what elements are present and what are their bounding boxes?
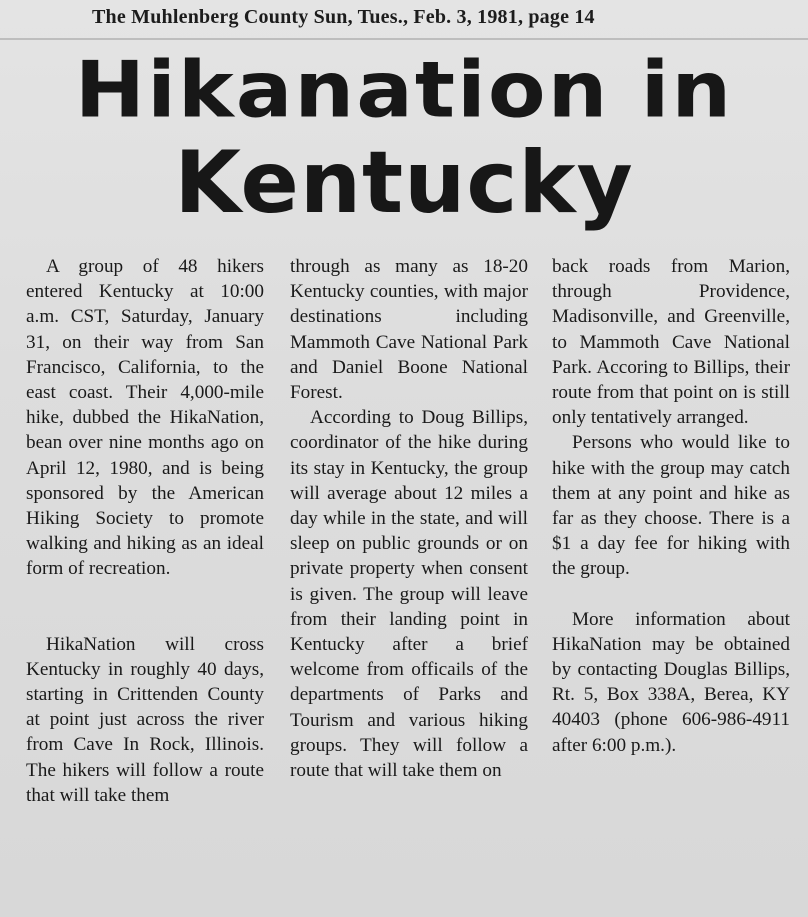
paragraph-gap [26, 582, 264, 632]
paragraph-gap [552, 582, 790, 607]
headline-line-2: Kentucky [174, 133, 634, 233]
paragraph-coordinator: According to Doug Billips, coordinator of the hike during its stay in Kentucky, the group will average about 12 miles a day while in the state, and will sleep on public grounds or on private property when consent is given. The group will leave from their landing point in Kentucky after a brief welcome from officails of the departments of Parks and Tourism and various hiking groups. They will follow a route that will take them on [290, 407, 528, 782]
paragraph-counties: through as many as 18-20 Kentucky counties, with major destinations including Mammoth Cave National Park and Daniel Boone National Forest. [290, 256, 528, 404]
paragraph-back-roads: back roads from Marion, through Providence, Madisonville, and Greenville, to Mammoth Cave National Park. Accoring to Billips, their route from that point on is still only tentatively arranged. [552, 256, 790, 429]
article-column-1 [26, 254, 264, 808]
dateline-rule [0, 38, 808, 40]
article-column-2 [290, 254, 528, 783]
headline-line-1: Hikanation in [74, 44, 734, 136]
paragraph-intro: A group of 48 hikers entered Kentucky at 10:00 a.m. CST, Saturday, January 31, on their way from San Francisco, California, to the east coast. Their 4,000-mile hike, dubbed the HikaNation, bean over nine months ago on April 12, 1980, and is being sponsored by the American Hiking Society to promote walking and hiking as an ideal form of recreation. [26, 256, 264, 580]
paragraph-join-hike: Persons who would like to hike with the group may catch them at any point and hike as far as they choose. There is a $1 a day fee for hiking with the group. [552, 432, 790, 580]
dateline: The Muhlenberg County Sun, Tues., Feb. 3, 1981, page 14 [92, 6, 595, 28]
paragraph-route: HikaNation will cross Kentucky in roughly 40 days, starting in Crittenden County at point just across the river from Cave In Rock, Illinois. The hikers will follow a route that will take them [26, 633, 264, 806]
article-column-3 [552, 254, 790, 758]
paragraph-contact: More information about HikaNation may be obtained by contacting Douglas Billips, Rt. 5, Box 338A, Berea, KY 40403 (phone 606-986-4911 after 6:00 p.m.). [552, 608, 790, 756]
